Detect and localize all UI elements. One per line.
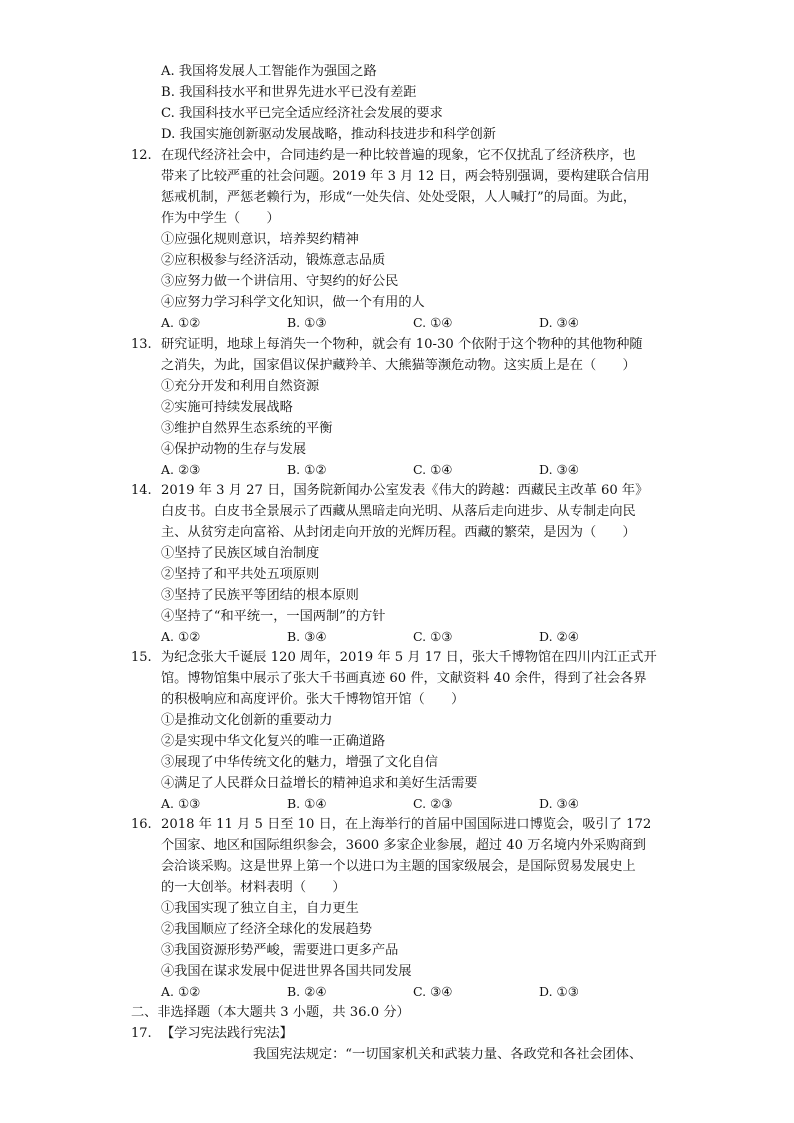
q13-choice-d[interactable]: D. ③④ [539,462,579,477]
q13-number: 13. [131,337,152,352]
q12-item: ②应积极参与经济活动，锻炼意志品质 [161,253,386,268]
q12-choice-a[interactable]: A. ①② [161,315,201,330]
q15-choice-d[interactable]: D. ③④ [539,796,579,811]
q16-choice-c[interactable]: C. ③④ [413,984,453,999]
q11-option-a: A. 我国将发展人工智能作为强国之路 [161,64,377,79]
q16-stem-line: 个国家、地区和国际组织参会，3600 多家企业参展，超过 40 万名境内外采购商到 [161,838,646,853]
q12-choice-d[interactable]: D. ③④ [539,315,579,330]
q14-number: 14. [131,483,152,498]
q17-text: 我国宪法规定：“一切国家机关和武装力量、各政党和各社会团体、 [253,1047,643,1062]
q15-stem-line: 的积极响应和高度评价。张大千博物馆开馆（ ） [161,692,465,707]
q16-choice-d[interactable]: D. ①③ [539,984,579,999]
section-heading: 二、非选择题（本大题共 3 小题，共 36.0 分） [131,1005,410,1020]
q14-stem-line: 白皮书。白皮书全景展示了西藏从黑暗走向光明、从落后走向进步、从专制走向民 [161,504,636,519]
q13-item: ③维护自然界生态系统的平衡 [161,421,333,436]
q14-choice-b[interactable]: B. ③④ [287,629,327,644]
q16-stem-line: 会洽谈采购。这是世界上第一个以进口为主题的国家级展会，是国际贸易发展史上 [161,859,636,874]
q15-choice-a[interactable]: A. ①③ [161,796,201,811]
q12-stem-line: 作为中学生（ ） [161,211,280,226]
q17-title: 【学习宪法践行宪法】 [161,1026,293,1041]
q13-stem-line: 之消失，为此，国家倡议保护藏羚羊、大熊猫等濒危动物。这实质上是在（ ） [161,358,636,373]
q14-stem-line: 主、从贫穷走向富裕、从封闭走向开放的光辉历程。西藏的繁荣，是因为（ ） [161,525,636,540]
q12-item: ①应强化规则意识，培养契约精神 [161,232,359,247]
q16-choice-b[interactable]: B. ②④ [287,984,327,999]
q16-item: ①我国实现了独立自主，自力更生 [161,901,359,916]
q11-option-d: D. 我国实施创新驱动发展战略，推动科技进步和科学创新 [161,127,496,142]
q13-choice-a[interactable]: A. ②③ [161,462,201,477]
q17-number: 17. [131,1026,152,1041]
q15-stem-line: 为纪念张大千诞辰 120 周年，2019 年 5 月 17 日，张大千博物馆在四川内江正式开 [161,650,657,665]
q14-choice-a[interactable]: A. ①② [161,629,201,644]
q16-item: ③我国资源形势严峻，需要进口更多产品 [161,943,399,958]
q11-option-b: B. 我国科技水平和世界先进水平已没有差距 [161,85,417,100]
q16-number: 16. [131,817,152,832]
q16-choice-a[interactable]: A. ①② [161,984,201,999]
q15-number: 15. [131,650,152,665]
q14-choice-d[interactable]: D. ②④ [539,629,579,644]
q14-item: ①坚持了民族区域自治制度 [161,546,320,561]
q15-item: ④满足了人民群众日益增长的精神追求和美好生活需要 [161,776,478,791]
q15-item: ①是推动文化创新的重要动力 [161,713,333,728]
q16-item: ②我国顺应了经济全球化的发展趋势 [161,922,372,937]
q11-option-c: C. 我国科技水平已完全适应经济社会发展的要求 [161,106,443,121]
q13-choice-c[interactable]: C. ①④ [413,462,453,477]
q12-stem-line: 带来了比较严重的社会问题。2019 年 3 月 12 日，两会特别强调，要构建联合信用 [161,169,650,184]
q13-item: ④保护动物的生存与发展 [161,442,307,457]
q16-stem-line: 2018 年 11 月 5 日至 10 日，在上海举行的首届中国国际进口博览会，吸引了 172 [161,817,652,832]
q13-stem-line: 研究证明，地球上每消失一个物种，就会有 10-30 个依附于这个物种的其他物种随 [161,337,643,352]
q12-item: ④应努力学习科学文化知识，做一个有用的人 [161,295,425,310]
q14-item: ②坚持了和平共处五项原则 [161,567,320,582]
q13-item: ①充分开发和利用自然资源 [161,379,320,394]
q16-stem-line: 的一大创举。材料表明（ ） [161,880,346,895]
q12-number: 12. [131,148,152,163]
q15-item: ②是实现中华文化复兴的唯一正确道路 [161,734,386,749]
q12-stem-line: 惩戒机制，严惩老赖行为，形成“一处失信、处处受限，人人喊打”的局面。为此， [161,190,637,205]
q15-stem-line: 馆。博物馆集中展示了张大千书画真迹 60 件，文献资料 40 余件，得到了社会各界 [161,671,647,686]
q12-item: ③应努力做一个讲信用、守契约的好公民 [161,274,399,289]
q16-item: ④我国在谋求发展中促进世界各国共同发展 [161,964,412,979]
q15-choice-c[interactable]: C. ②③ [413,796,453,811]
q12-choice-b[interactable]: B. ①③ [287,315,327,330]
q15-choice-b[interactable]: B. ①④ [287,796,327,811]
q13-item: ②实施可持续发展战略 [161,400,293,415]
q14-item: ④坚持了“和平统一，一国两制”的方针 [161,609,386,624]
q12-stem-line: 在现代经济社会中，合同违约是一种比较普遍的现象，它不仅扰乱了经济秩序，也 [161,148,636,163]
q12-choice-c[interactable]: C. ①④ [413,315,453,330]
q14-choice-c[interactable]: C. ①③ [413,629,453,644]
q13-choice-b[interactable]: B. ①② [287,462,327,477]
q15-item: ③展现了中华传统文化的魅力，增强了文化自信 [161,755,438,770]
q14-item: ③坚持了民族平等团结的根本原则 [161,588,359,603]
q14-stem-line: 2019 年 3 月 27 日，国务院新闻办公室发表《伟大的跨越：西藏民主改革 60 年》 [161,483,649,498]
